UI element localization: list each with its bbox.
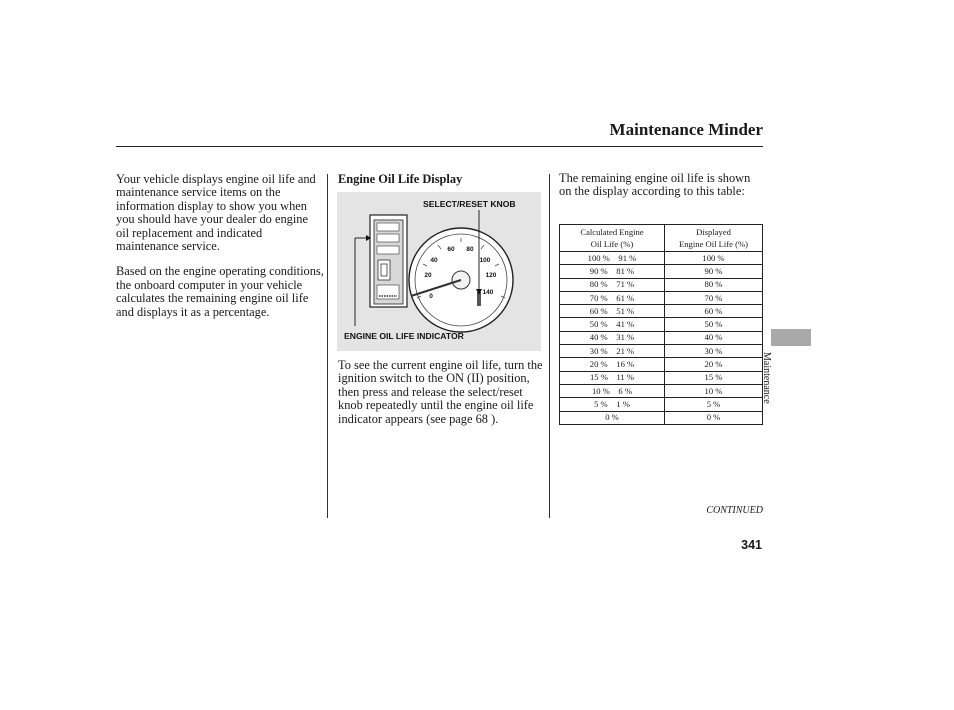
calculated-oil-life-cell: 10 % 6 % bbox=[560, 384, 665, 397]
table-header-row bbox=[560, 225, 763, 252]
table-row bbox=[560, 278, 763, 291]
instrument-panel-illustration bbox=[337, 192, 541, 351]
table-row bbox=[560, 305, 763, 318]
table-row bbox=[560, 291, 763, 304]
displayed-oil-life-cell: 50 % bbox=[665, 318, 763, 331]
calculated-oil-life-cell: 5 % 1 % bbox=[560, 398, 665, 411]
displayed-oil-life-cell: 0 % bbox=[665, 411, 763, 424]
instruction-paragraph: To see the current engine oil life, turn the ignition switch to the ON (II) position, then press and release the select/reset knob repeatedly until the engine oil life indicator appears (see page 68 ). bbox=[338, 358, 543, 426]
table-row bbox=[560, 358, 763, 371]
displayed-oil-life-cell: 100 % bbox=[665, 252, 763, 265]
section-tab bbox=[771, 329, 811, 346]
calculated-oil-life-cell: 70 % 61 % bbox=[560, 291, 665, 304]
title-divider bbox=[116, 146, 763, 147]
displayed-oil-life-cell: 15 % bbox=[665, 371, 763, 384]
gauge-number-20: 20 bbox=[424, 272, 432, 279]
table-row bbox=[560, 252, 763, 265]
table-row bbox=[560, 318, 763, 331]
column-divider-2 bbox=[549, 174, 550, 518]
gauge-number-40: 40 bbox=[430, 257, 438, 264]
table-row bbox=[560, 265, 763, 278]
calculated-oil-life-cell: 0 % bbox=[560, 411, 665, 424]
displayed-oil-life-cell: 20 % bbox=[665, 358, 763, 371]
displayed-oil-life-cell: 60 % bbox=[665, 305, 763, 318]
calculation-paragraph: Based on the engine operating conditions, the onboard computer in your vehicle calculates the remaining engine oil life and displays it as a percentage. bbox=[116, 264, 324, 319]
gauge-number-80: 80 bbox=[466, 246, 474, 253]
gauge-number-100: 100 bbox=[479, 257, 491, 264]
intro-paragraph: Your vehicle displays engine oil life and maintenance service items on the information display to show you when you should have your dealer do engine oil replacement and indicated maintenance service. bbox=[116, 172, 316, 254]
table-row bbox=[560, 384, 763, 397]
calculated-oil-life-cell: 50 % 41 % bbox=[560, 318, 665, 331]
instrument-panel-figure bbox=[337, 192, 541, 351]
gauge-number-140: 140 bbox=[482, 289, 494, 296]
displayed-oil-life-cell: 10 % bbox=[665, 384, 763, 397]
calculated-oil-life-cell: 15 % 11 % bbox=[560, 371, 665, 384]
displayed-oil-life-cell: 30 % bbox=[665, 345, 763, 358]
displayed-oil-life-cell: 90 % bbox=[665, 265, 763, 278]
page-title: Maintenance Minder bbox=[609, 120, 763, 139]
column-1 bbox=[116, 173, 324, 331]
calculated-oil-life-cell: 60 % 51 % bbox=[560, 305, 665, 318]
displayed-oil-life-header: Displayed Engine Oil Life (%) bbox=[665, 225, 763, 252]
calculated-oil-life-cell: 20 % 16 % bbox=[560, 358, 665, 371]
displayed-oil-life-cell: 80 % bbox=[665, 278, 763, 291]
gauge-number-120: 120 bbox=[485, 272, 497, 279]
table-row bbox=[560, 345, 763, 358]
table-row bbox=[560, 331, 763, 344]
calculated-oil-life-cell: 90 % 81 % bbox=[560, 265, 665, 278]
gauge-number-0: 0 bbox=[429, 293, 433, 300]
displayed-oil-life-cell: 5 % bbox=[665, 398, 763, 411]
section-heading: Engine Oil Life Display bbox=[338, 172, 463, 186]
oil-life-table-body bbox=[560, 252, 763, 425]
calculated-oil-life-cell: 80 % 71 % bbox=[560, 278, 665, 291]
table-row bbox=[560, 411, 763, 424]
displayed-oil-life-cell: 70 % bbox=[665, 291, 763, 304]
calculated-oil-life-header: Calculated Engine Oil Life (%) bbox=[560, 225, 665, 252]
section-side-label: Maintenance bbox=[761, 352, 772, 404]
column-divider-1 bbox=[327, 174, 328, 518]
engine-oil-life-indicator-label: ENGINE OIL LIFE INDICATOR bbox=[344, 331, 464, 341]
table-intro: The remaining engine oil life is shown on the display according to this table: bbox=[559, 171, 751, 199]
table-row bbox=[560, 371, 763, 384]
calculated-oil-life-cell: 30 % 21 % bbox=[560, 345, 665, 358]
calculated-oil-life-cell: 100 % 91 % bbox=[560, 252, 665, 265]
calculated-oil-life-cell: 40 % 31 % bbox=[560, 331, 665, 344]
page-number: 341 bbox=[741, 538, 762, 552]
continued-label: CONTINUED bbox=[706, 505, 763, 516]
gauge-number-60: 60 bbox=[447, 246, 455, 253]
table-row bbox=[560, 398, 763, 411]
displayed-oil-life-cell: 40 % bbox=[665, 331, 763, 344]
select-reset-knob-label: SELECT/RESET KNOB bbox=[423, 199, 516, 209]
oil-life-table bbox=[559, 224, 763, 425]
